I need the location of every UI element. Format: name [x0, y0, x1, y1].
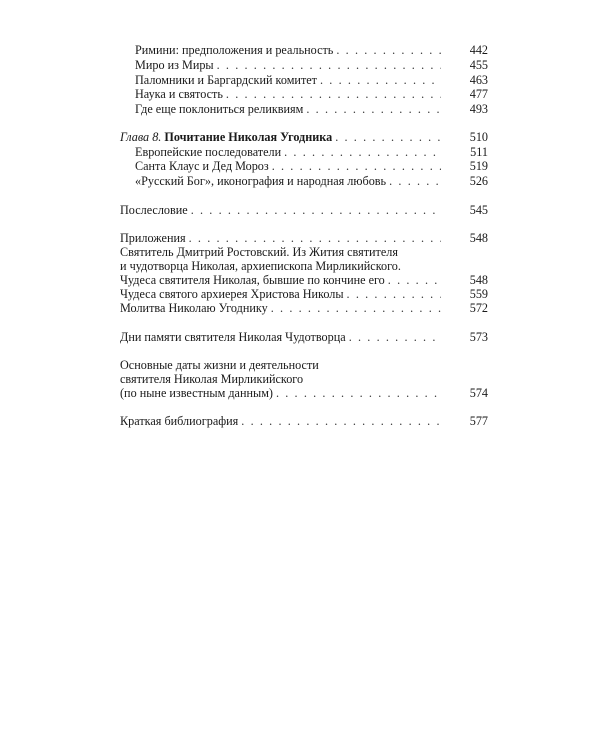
toc-entry[interactable]: [135, 102, 488, 116]
toc-entry-title: (по ныне известным данным): [120, 386, 273, 400]
chapter-name: Почитание Николая Угодника: [164, 130, 333, 144]
toc-entry-page: 463: [469, 73, 488, 87]
toc-entry-page: 493: [469, 102, 488, 116]
toc-entry[interactable]: [135, 145, 488, 159]
toc-entry[interactable]: [135, 159, 488, 173]
chapter-title: [120, 130, 332, 144]
toc-chapter-heading[interactable]: [120, 130, 488, 144]
leader-dots: [389, 174, 441, 188]
toc-entry-page: 574: [469, 386, 488, 400]
leader-dots: [336, 43, 441, 57]
toc-entry-title: Приложения: [120, 231, 186, 245]
toc-entry-page: 510: [469, 130, 488, 144]
toc-entry-page: 477: [469, 87, 488, 101]
leader-dots: [226, 87, 441, 101]
toc-entry-dates[interactable]: [120, 386, 488, 400]
toc-entry-afterword[interactable]: [120, 203, 488, 217]
toc-entry-title: Дни памяти святителя Николая Чудотворца: [120, 330, 346, 344]
toc-entry[interactable]: [135, 43, 488, 57]
toc-entry-page: 548: [469, 273, 488, 287]
toc-entry-page: 455: [469, 58, 488, 72]
toc-entry-page: 572: [469, 301, 488, 315]
toc-entry[interactable]: [135, 58, 488, 72]
toc-entry[interactable]: [120, 287, 488, 301]
appendix-source-line: и чудотворца Николая, архиепископа Мирликийского.: [120, 259, 401, 273]
dates-title-line: Основные даты жизни и деятельности: [120, 358, 319, 372]
toc-entry[interactable]: [120, 301, 488, 315]
toc-entry-page: 442: [469, 43, 488, 57]
toc-entry[interactable]: [135, 87, 488, 101]
toc-entry-appendices[interactable]: [120, 231, 488, 245]
toc-entry-title: Миро из Миры: [135, 58, 214, 72]
toc-entry-page: 577: [469, 414, 488, 428]
leader-dots: [347, 287, 441, 301]
toc-entry-page: 545: [469, 203, 488, 217]
toc-entry-title: Молитва Николаю Угоднику: [120, 301, 268, 315]
toc-entry-title: Чудеса святителя Николая, бывшие по кончине его: [120, 273, 385, 287]
leader-dots: [335, 130, 441, 144]
leader-dots: [320, 73, 441, 87]
leader-dots: [217, 58, 441, 72]
leader-dots: [241, 414, 441, 428]
toc-entry-page: 548: [469, 231, 488, 245]
toc-entry-title: Послесловие: [120, 203, 188, 217]
leader-dots: [306, 102, 441, 116]
dates-title-line: святителя Николая Мирликийского: [120, 372, 304, 386]
leader-dots: [191, 203, 441, 217]
toc-entry-title: Наука и святость: [135, 87, 223, 101]
toc-entry-title: Паломники и Баргардский комитет: [135, 73, 318, 87]
chapter-number: Глава 8.: [120, 130, 162, 144]
toc-entry[interactable]: [135, 73, 488, 87]
toc-entry-title: Чудеса святого архиерея Христова Николы: [120, 287, 344, 301]
toc-entry-page: 573: [469, 330, 488, 344]
toc-entry-page: 559: [469, 287, 488, 301]
toc-entry[interactable]: [135, 174, 488, 188]
toc-entry-bibliography[interactable]: [120, 414, 488, 428]
toc-entry-title: Санта Клаус и Дед Мороз: [135, 159, 269, 173]
toc-entry-title: Где еще поклониться реликвиям: [135, 102, 304, 116]
toc-entry-page: 511: [470, 145, 488, 159]
toc-entry-title: Краткая библиография: [120, 414, 239, 428]
leader-dots: [272, 159, 441, 173]
leader-dots: [349, 330, 441, 344]
toc-entry-title: «Русский Бог», иконография и народная любовь: [135, 174, 387, 188]
toc-entry-memory-days[interactable]: [120, 330, 488, 344]
toc-entry-title: Римини: предположения и реальность: [135, 43, 334, 57]
leader-dots: [189, 231, 441, 245]
appendix-source-line: Святитель Дмитрий Ростовский. Из Жития святителя: [120, 245, 398, 259]
leader-dots: [271, 301, 441, 315]
leader-dots: [276, 386, 441, 400]
toc-entry-page: 526: [469, 174, 488, 188]
leader-dots: [284, 145, 441, 159]
toc-entry-title: Европейские последователи: [135, 145, 282, 159]
leader-dots: [388, 273, 441, 287]
toc-entry-page: 519: [469, 159, 488, 173]
toc-entry[interactable]: [120, 273, 488, 287]
